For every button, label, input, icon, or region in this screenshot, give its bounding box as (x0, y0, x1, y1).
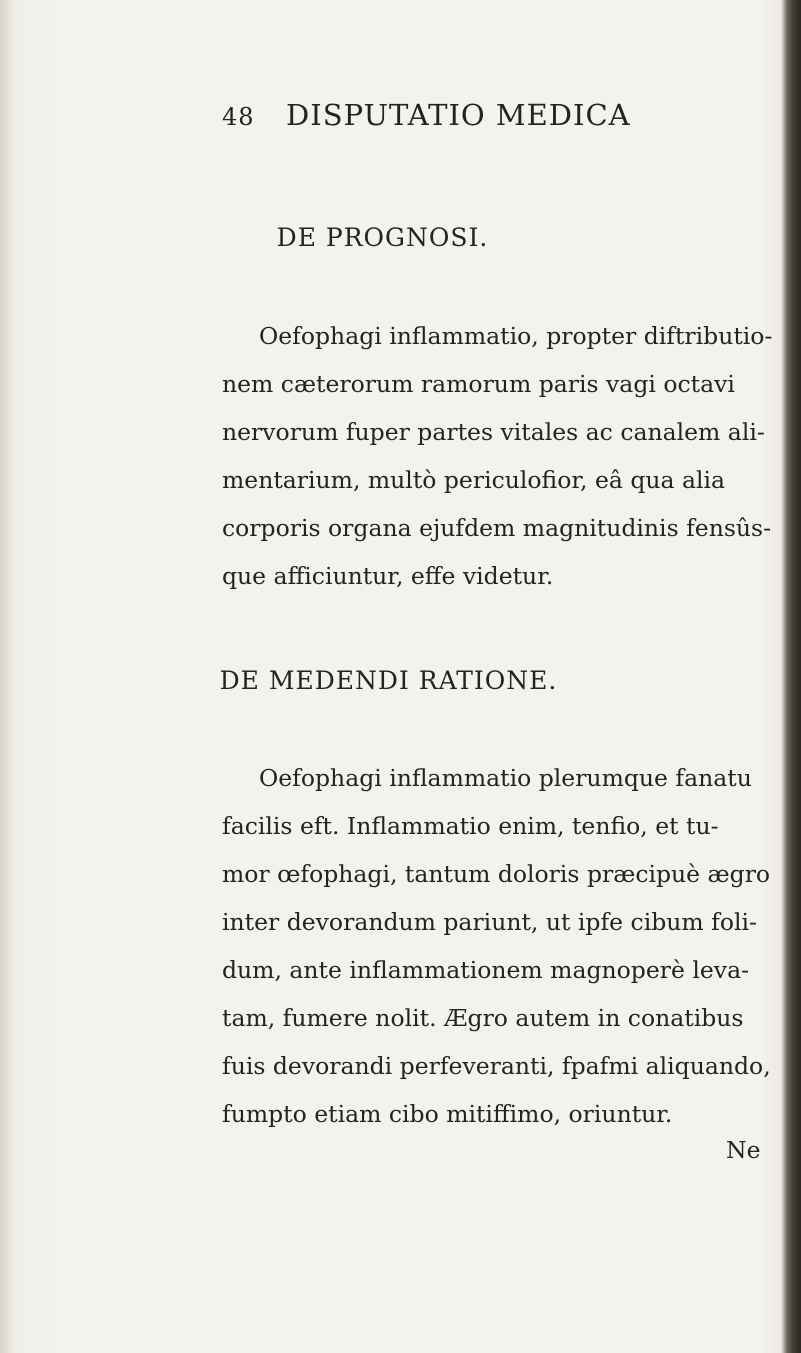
paragraph-prognosis (222, 312, 773, 600)
section-heading-prognosis: DE PROGNOSI. (276, 223, 489, 252)
text-line: que afficiuntur, effe videtur. (222, 562, 554, 590)
catchword: Ne (726, 1136, 761, 1164)
text-line: corporis organa ejufdem magnitudinis fensûs- (222, 514, 772, 542)
section-heading-treatment: DE MEDENDI RATIONE. (219, 666, 558, 695)
text-line: fumpto etiam cibo mitiffimo, oriuntur. (222, 1100, 673, 1128)
text-line: mentarium, multò periculofior, eâ qua alia (222, 466, 726, 494)
text-line: mor œfophagi, tantum doloris præcipuè ægro (222, 860, 771, 888)
text-line: dum, ante inflammationem magnoperè leva- (222, 956, 750, 984)
text-line: inter devorandum pariunt, ut ipfe cibum foli- (222, 908, 757, 936)
page-number: 48 (222, 103, 255, 131)
running-title: DISPUTATIO MEDICA (286, 98, 631, 132)
running-head (222, 98, 631, 138)
paragraph-treatment (222, 754, 771, 1138)
text-line: nervorum fuper partes vitales ac canalem ali- (222, 418, 765, 446)
text-line: fuis devorandi perfeveranti, fpafmi aliquando, (222, 1052, 771, 1080)
text-line: Oefophagi inflammatio, propter diftributio- (259, 322, 773, 350)
text-line: tam, fumere nolit. Ægro autem in conatibus (222, 1004, 744, 1032)
text-line: Oefophagi inflammatio plerumque fanatu (259, 764, 752, 792)
text-line: nem cæterorum ramorum paris vagi octavi (222, 370, 735, 398)
text-line: facilis eft. Inflammatio enim, tenfio, et tu- (222, 812, 719, 840)
